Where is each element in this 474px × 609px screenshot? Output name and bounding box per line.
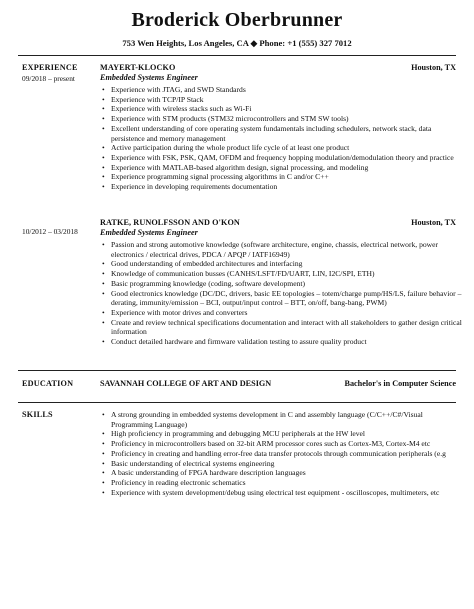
degree: Bachelor's in Computer Science [344,379,456,388]
job-company: RATKE, RUNOLFSSON AND O'KON [100,218,240,227]
list-item: • Experience with FSK, PSK, QAM, OFDM and frequency hopping modulation/demodulation theory and practice [111,153,465,163]
school-name: SAVANNAH COLLEGE OF ART AND DESIGN [100,379,272,388]
skills-bullets [100,410,465,497]
list-item: • Experience with wireless stacks such as Wi-Fi [111,104,465,114]
list-item: • Experience with STM products (STM32 microcontrollers and STM SW tools) [111,114,465,124]
job-bullets [100,240,465,347]
list-item: • Experience in developing requirements documentation [111,182,465,192]
resume-name: Broderick Oberbrunner [131,9,343,31]
section-title-skills: SKILLS [22,410,53,419]
job-dates: 09/2018 – present [22,74,75,83]
list-item: • Proficiency in reading electronic schematics [111,478,465,488]
list-item: • Excellent understanding of core operating system fundamentals including schedulers, network stack, data persistence and memory management [111,124,465,143]
list-item: • Basic understanding of electrical systems engineering [111,459,465,469]
list-item: • Experience with TCP/IP Stack [111,95,465,105]
job-company: MAYERT-KLOCKO [100,63,176,72]
list-item: • Knowledge of communication busses (CANHS/LSFT/FD/UART, LIN, I2C/SPI, ETH) [111,269,465,279]
list-item: • High proficiency in programming and debugging MCU peripherals at the HW level [111,429,465,439]
contact-line: 753 Wen Heights, Los Angeles, CA ◆ Phone: +1 (555) 327 7012 [122,38,352,48]
list-item: • Experience with MATLAB-based algorithm design, signal processing, and modeling [111,163,465,173]
list-item: • Proficiency in creating and handling error-free data transfer protocols through communication peripherals (e.g [111,449,465,459]
list-item: • Good electronics knowledge (DC/DC, drivers, basic EE topologies – totem/charge pump/HS/LS, failure behavior – derating, immunity/emission – BCI, output/input control – BTT, on/off, bang-bang, PWM) [111,289,465,308]
list-item: • Good understanding of embedded architectures and interfacing [111,259,465,269]
list-item: • Experience with system development/debug using electrical test equipment - oscilloscopes, multimeters, etc [111,488,465,498]
list-item: • A basic understanding of FPGA hardware description languages [111,468,465,478]
section-divider [18,402,456,403]
list-item: • Conduct detailed hardware and firmware validation testing to assure quality product [111,337,465,347]
list-item: • Basic programming knowledge (coding, software development) [111,279,465,289]
section-title-education: EDUCATION [22,379,74,388]
header-divider [18,55,456,56]
section-divider [18,370,456,371]
job-bullets [100,85,465,192]
job-role: Embedded Systems Engineer [100,228,198,237]
job-location: Houston, TX [411,63,456,72]
job-role: Embedded Systems Engineer [100,73,198,82]
job-location: Houston, TX [411,218,456,227]
section-title-experience: EXPERIENCE [22,63,78,72]
list-item: • Experience with motor drives and converters [111,308,465,318]
list-item: • Proficiency in microcontrollers based on 32-bit ARM processor cores such as Cortex-M3, Cortex-M4 etc [111,439,465,449]
list-item: • Create and review technical specifications documentation and interact with all stakeholders to gather design critical information [111,318,465,337]
list-item: • Active participation during the whole product life cycle of at least one product [111,143,465,153]
list-item: • Experience with JTAG, and SWD Standards [111,85,465,95]
list-item: • Experience programming signal processing algorithms in C and/or C++ [111,172,465,182]
list-item: • Passion and strong automotive knowledge (software architecture, engine, chassis, electrical network, power electronics / electrical drives, PDCA / APQP / IATF16949) [111,240,465,259]
list-item: • A strong grounding in embedded systems development in C and assembly language (C/C++/C#/Visual Programming Language) [111,410,465,429]
job-dates: 10/2012 – 03/2018 [22,227,78,236]
